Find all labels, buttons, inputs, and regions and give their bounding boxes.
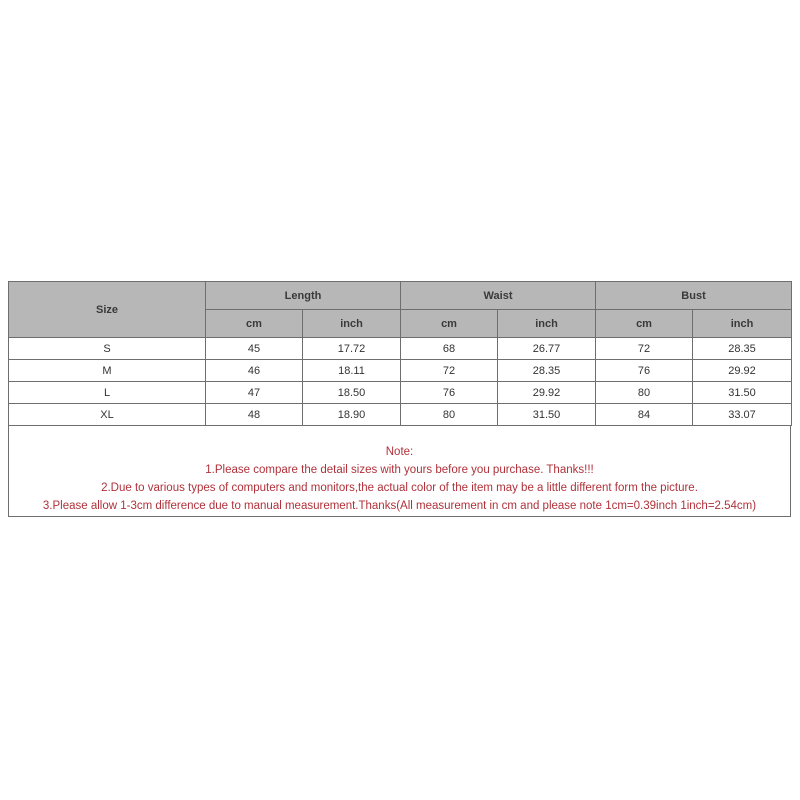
table-row bbox=[9, 338, 792, 360]
table-cell: 28.35 bbox=[693, 338, 792, 360]
table-row bbox=[9, 404, 792, 426]
size-cell: L bbox=[9, 382, 206, 404]
table-cell: 76 bbox=[596, 360, 693, 382]
table-cell: 26.77 bbox=[498, 338, 596, 360]
table-cell: 46 bbox=[206, 360, 303, 382]
unit-header: cm bbox=[401, 310, 498, 338]
size-table bbox=[8, 281, 792, 426]
table-cell: 80 bbox=[596, 382, 693, 404]
table-cell: 31.50 bbox=[498, 404, 596, 426]
size-cell: M bbox=[9, 360, 206, 382]
table-cell: 48 bbox=[206, 404, 303, 426]
table-cell: 47 bbox=[206, 382, 303, 404]
table-cell: 31.50 bbox=[693, 382, 792, 404]
size-cell: S bbox=[9, 338, 206, 360]
size-cell: XL bbox=[9, 404, 206, 426]
table-cell: 45 bbox=[206, 338, 303, 360]
table-cell: 18.11 bbox=[303, 360, 401, 382]
table-cell: 84 bbox=[596, 404, 693, 426]
table-cell: 28.35 bbox=[498, 360, 596, 382]
table-cell: 33.07 bbox=[693, 404, 792, 426]
note-line-3: 3.Please allow 1-3cm difference due to manual measurement.Thanks(All measurement in cm and please note 1cm=0.39inch 1inch=2.54cm) bbox=[42, 500, 757, 512]
table-cell: 18.90 bbox=[303, 404, 401, 426]
table-header-row bbox=[9, 282, 792, 310]
table-row bbox=[9, 360, 792, 382]
table-cell: 17.72 bbox=[303, 338, 401, 360]
table-row bbox=[9, 382, 792, 404]
bust-header: Bust bbox=[596, 282, 792, 310]
waist-header: Waist bbox=[401, 282, 596, 310]
unit-header: cm bbox=[596, 310, 693, 338]
note-title: Note: bbox=[385, 446, 414, 458]
size-chart bbox=[8, 281, 791, 517]
table-cell: 68 bbox=[401, 338, 498, 360]
table-cell: 72 bbox=[401, 360, 498, 382]
size-header: Size bbox=[9, 282, 206, 338]
table-cell: 29.92 bbox=[498, 382, 596, 404]
length-header: Length bbox=[206, 282, 401, 310]
table-cell: 76 bbox=[401, 382, 498, 404]
unit-header: inch bbox=[498, 310, 596, 338]
table-cell: 29.92 bbox=[693, 360, 792, 382]
unit-header: inch bbox=[693, 310, 792, 338]
table-cell: 72 bbox=[596, 338, 693, 360]
unit-header: inch bbox=[303, 310, 401, 338]
notes-box bbox=[8, 426, 791, 517]
table-cell: 80 bbox=[401, 404, 498, 426]
note-line-1: 1.Please compare the detail sizes with yours before you purchase. Thanks!!! bbox=[205, 464, 594, 476]
table-cell: 18.50 bbox=[303, 382, 401, 404]
unit-header: cm bbox=[206, 310, 303, 338]
note-line-2: 2.Due to various types of computers and monitors,the actual color of the item may be a little different form the picture. bbox=[101, 482, 698, 494]
